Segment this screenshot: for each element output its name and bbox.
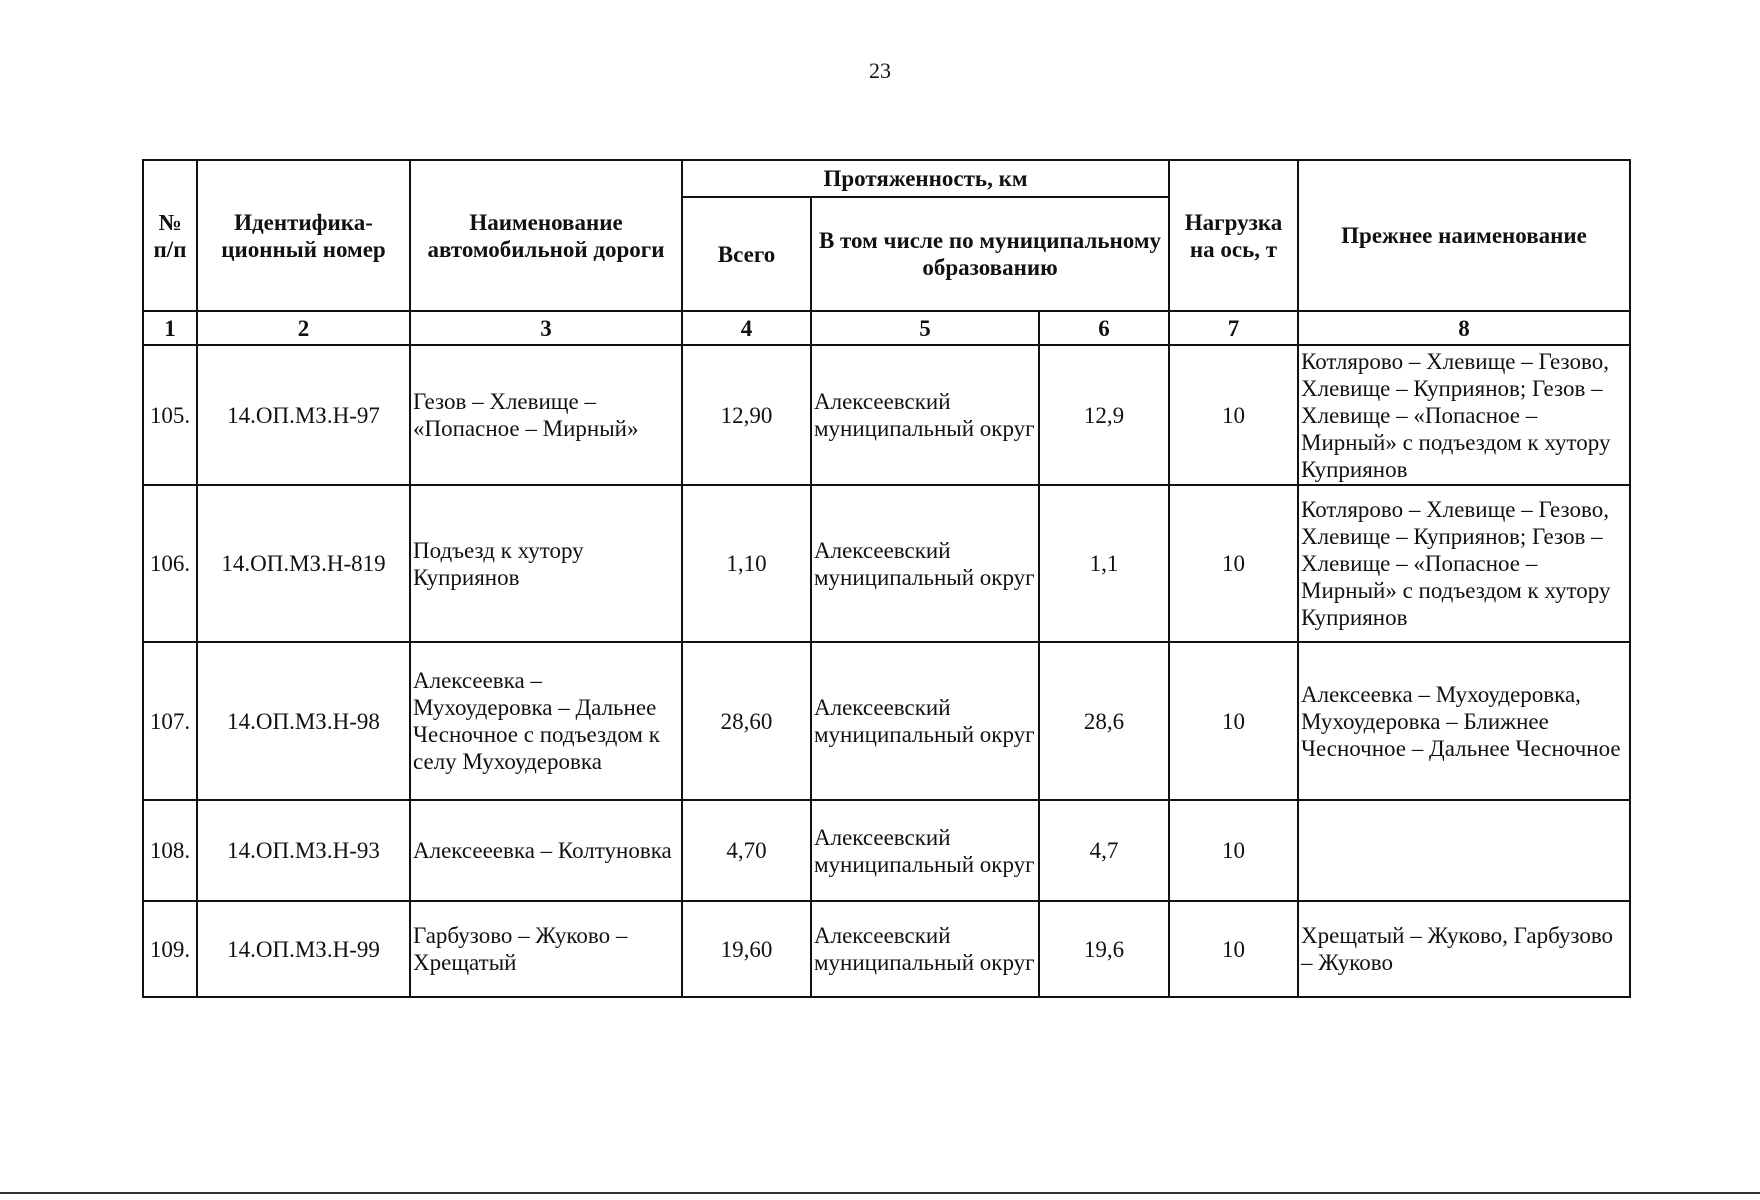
former-name [1298,800,1630,901]
axle-load: 10 [1169,642,1298,800]
column-number: 7 [1169,311,1298,345]
axle-load: 10 [1169,901,1298,997]
municipality: Алексеевский муниципальный округ [811,642,1039,800]
page-bottom-edge [0,1192,1760,1194]
road-id: 14.ОП.МЗ.Н-99 [197,901,410,997]
column-number: 6 [1039,311,1169,345]
length-total: 19,60 [682,901,811,997]
table-row [143,901,1630,997]
municipality: Алексеевский муниципальный округ [811,345,1039,485]
municipality-length: 28,6 [1039,642,1169,800]
page-number: 23 [869,58,891,83]
column-number: 5 [811,311,1039,345]
former-name: Алексеевка – Мухоудеровка, Мухоудеровка – Ближнее Чесночное – Дальнее Чесночное [1298,642,1630,800]
header-former: Прежнее наименование [1298,160,1630,311]
municipality-length: 4,7 [1039,800,1169,901]
table-row [143,642,1630,800]
municipality-length: 19,6 [1039,901,1169,997]
axle-load: 10 [1169,800,1298,901]
road-name: Алексееевка – Колтуновка [410,800,682,901]
row-number: 108. [143,800,197,901]
road-id: 14.ОП.МЗ.Н-819 [197,485,410,642]
municipality-length: 12,9 [1039,345,1169,485]
axle-load: 10 [1169,485,1298,642]
municipality: Алексеевский муниципальный округ [811,800,1039,901]
row-number: 109. [143,901,197,997]
municipality: Алексеевский муниципальный округ [811,901,1039,997]
table-row [143,485,1630,642]
header-row-top [143,160,1630,197]
road-name: Подъезд к хутору Куприянов [410,485,682,642]
column-number: 2 [197,311,410,345]
header-total: Всего [682,197,811,311]
former-name: Котлярово – Хлевище – Гезово, Хлевище – Куприянов; Гезов – Хлевище – «Попасное – Мирный» с подъездом к хутору Куприянов [1298,345,1630,485]
former-name: Котлярово – Хлевище – Гезово, Хлевище – Куприянов; Гезов – Хлевище – «Попасное – Мирный» с подъездом к хутору Куприянов [1298,485,1630,642]
road-id: 14.ОП.МЗ.Н-93 [197,800,410,901]
header-id: Идентифика-ционный номер [197,160,410,311]
road-name: Алексеевка – Мухоудеровка – Дальнее Чесночное с подъездом к селу Мухоудеровка [410,642,682,800]
municipality-length: 1,1 [1039,485,1169,642]
roads-table [142,159,1631,998]
column-number: 1 [143,311,197,345]
column-number: 3 [410,311,682,345]
length-total: 12,90 [682,345,811,485]
column-number-row [143,311,1630,345]
row-number: 107. [143,642,197,800]
road-name: Гезов – Хлевище – «Попасное – Мирный» [410,345,682,485]
header-load: Нагрузка на ось, т [1169,160,1298,311]
header-num: № п/п [143,160,197,311]
column-number: 4 [682,311,811,345]
length-total: 28,60 [682,642,811,800]
former-name: Хрещатый – Жуково, Гарбузово – Жуково [1298,901,1630,997]
road-id: 14.ОП.МЗ.Н-98 [197,642,410,800]
header-including: В том числе по муниципальному образованию [811,197,1169,311]
length-total: 1,10 [682,485,811,642]
header-name: Наименование автомобильной дороги [410,160,682,311]
municipality: Алексеевский муниципальный округ [811,485,1039,642]
road-name: Гарбузово – Жуково – Хрещатый [410,901,682,997]
row-number: 106. [143,485,197,642]
table-row [143,345,1630,485]
column-number: 8 [1298,311,1630,345]
road-id: 14.ОП.МЗ.Н-97 [197,345,410,485]
table-row [143,800,1630,901]
axle-load: 10 [1169,345,1298,485]
header-length: Протяженность, км [682,160,1169,197]
length-total: 4,70 [682,800,811,901]
row-number: 105. [143,345,197,485]
